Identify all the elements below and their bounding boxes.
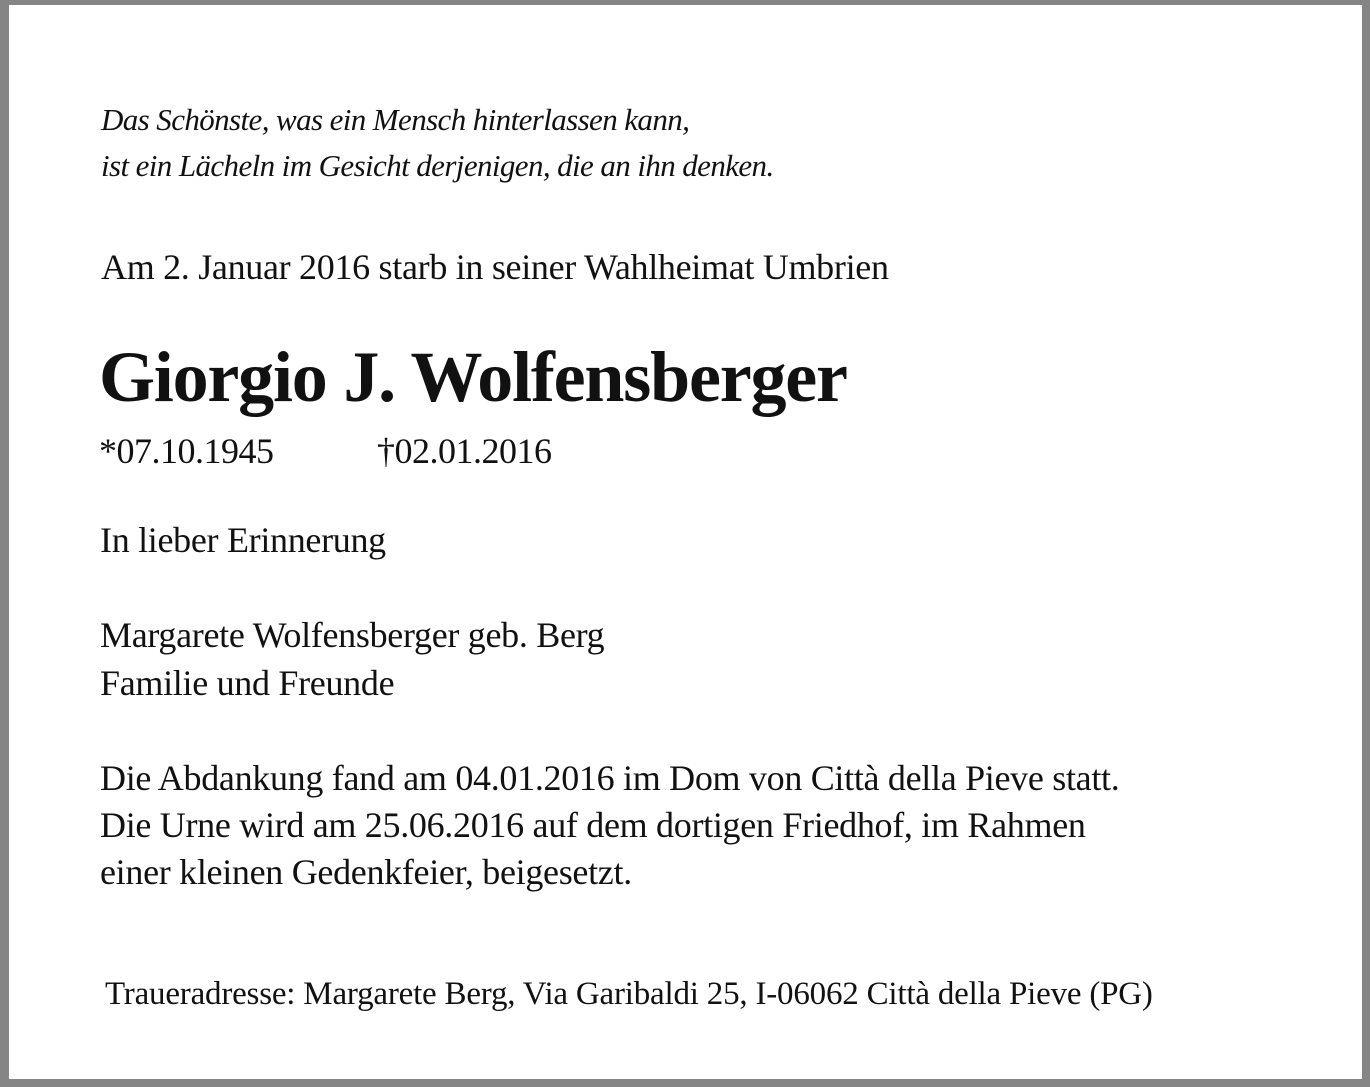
mourner-line: Margarete Wolfensberger geb. Berg: [100, 615, 605, 655]
mourners-list: [100, 611, 604, 707]
ceremony-line: einer kleinen Gedenkfeier, beigesetzt.: [100, 852, 632, 892]
deceased-name: Giorgio J. Wolfensberger: [99, 337, 847, 417]
birth-date: *07.10.1945: [99, 431, 274, 471]
ceremony-line: Die Urne wird am 25.06.2016 auf dem dortigen Friedhof, im Rahmen: [100, 805, 1086, 845]
remembrance-text: In lieber Erinnerung: [100, 520, 386, 560]
mourner-line: Familie und Freunde: [100, 663, 395, 703]
ceremony-paragraph: [100, 755, 1119, 896]
motto-line-1: Das Schönste, was ein Mensch hinterlassen kann,: [101, 102, 690, 137]
motto-line-2: ist ein Lächeln im Gesicht derjenigen, die an ihn denken.: [101, 148, 774, 183]
death-date: †02.01.2016: [377, 431, 552, 471]
ceremony-line: Die Abdankung fand am 04.01.2016 im Dom von Città della Pieve statt.: [100, 758, 1120, 798]
mourning-address: Traueradresse: Margarete Berg, Via Garibaldi 25, I-06062 Città della Pieve (PG): [105, 976, 1153, 1012]
motto-quote: [101, 97, 774, 189]
intro-text: Am 2. Januar 2016 starb in seiner Wahlheimat Umbrien: [101, 247, 889, 287]
life-dates: [99, 427, 552, 475]
